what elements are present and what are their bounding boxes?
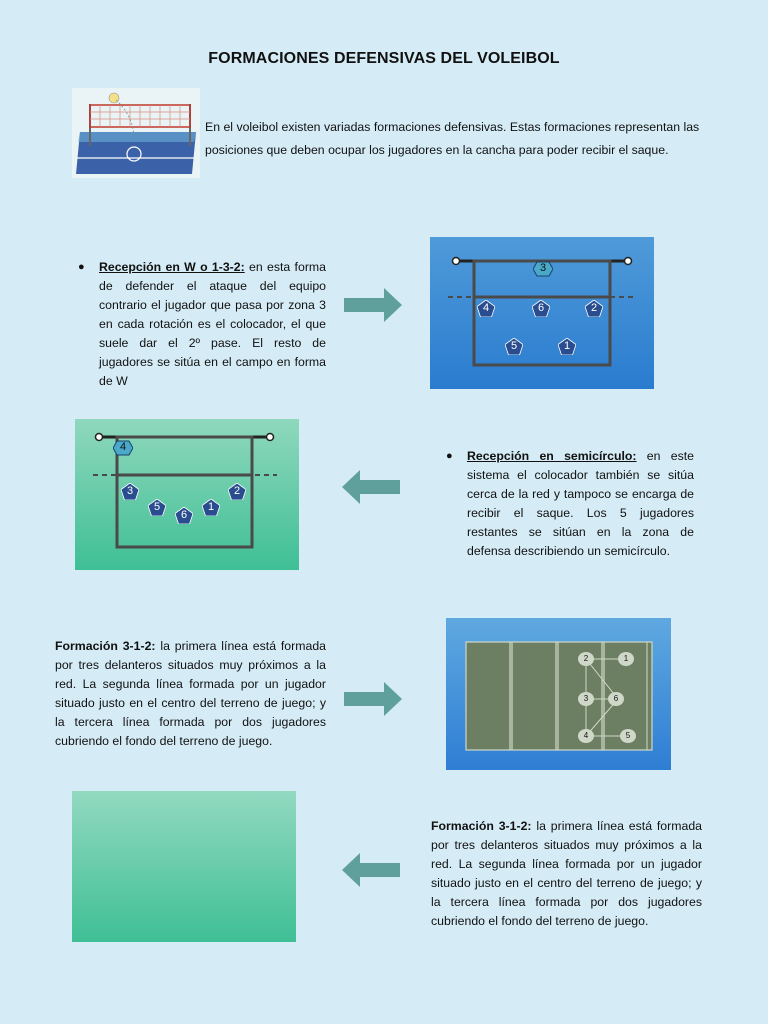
section-312-text <box>55 637 326 751</box>
section-312-repeat-heading: Formación 3-1-2: <box>431 819 532 833</box>
volleyball-court-icon <box>72 88 200 178</box>
diagram-semicircle-formation <box>75 419 299 570</box>
diagram-312-formation <box>446 618 671 770</box>
arrow-right-icon <box>344 288 404 322</box>
page-title: FORMACIONES DEFENSIVAS DEL VOLEIBOL <box>208 50 560 67</box>
section-w-heading: Recepción en W o 1-3-2: <box>99 260 245 274</box>
player-icon: 1 <box>558 338 576 355</box>
player-icon: 4 <box>477 300 495 317</box>
diagram-w-formation <box>430 237 654 389</box>
section-312-heading: Formación 3-1-2: <box>55 639 156 653</box>
bullet-icon: ● <box>446 450 453 462</box>
intro-paragraph: En el voleibol existen variadas formaciones defensivas. Estas formaciones representan las posiciones que deben ocupar los jugadores en la cancha para poder recibir el saque. <box>205 120 700 157</box>
section-312-repeat-body: la primera línea está formada por tres delanteros situados muy próximos a la red. La segunda línea formada por un jugador situado justo en el centro del terreno de juego; y la tercera línea formada por dos jugadores cubriendo el fondo del terreno de juego. <box>431 819 703 928</box>
empty-diagram-placeholder <box>72 791 296 942</box>
section-w-text <box>78 258 326 391</box>
player-icon: 6 <box>175 507 193 524</box>
player-icon: 5 <box>505 338 523 355</box>
player-icon: 5 <box>620 729 636 743</box>
player-icon: 3 <box>578 692 594 706</box>
player-icon: 2 <box>585 300 603 317</box>
section-w-body: en esta forma de defender el ataque del equipo contrario el jugador que pasa por zona 3 en cada rotación es el colocador, el que suele dar el 2º pase. El resto de jugadores se sitúa en el campo en forma de W <box>99 260 326 388</box>
player-icon: 2 <box>578 652 594 666</box>
arrow-left-icon <box>342 470 400 504</box>
player-icon: 1 <box>618 652 634 666</box>
player-icon: 4 <box>578 729 594 743</box>
player-icon: 2 <box>228 483 246 500</box>
bullet-icon: ● <box>78 261 85 273</box>
player-icon: 6 <box>608 692 624 706</box>
setter-player-icon: 4 <box>113 440 133 456</box>
section-semicircle-text <box>446 447 694 561</box>
section-semicircle-body: en este sistema el colocador también se sitúa cerca de la red y tampoco se encarga de recibir el saque. Los 5 jugadores restantes se sitúan en la zona de defensa describiendo un semicírculo. <box>467 449 694 558</box>
section-semicircle-heading: Recepción en semicírculo: <box>467 449 637 463</box>
player-icon: 5 <box>148 499 166 516</box>
arrow-right-icon <box>344 682 404 716</box>
player-icon: 1 <box>202 499 220 516</box>
player-icon: 6 <box>532 300 550 317</box>
arrow-left-icon <box>342 853 400 887</box>
player-icon: 3 <box>121 483 139 500</box>
section-312-body: la primera línea está formada por tres delanteros situados muy próximos a la red. La segunda línea formada por un jugador situado justo en el centro del terreno de juego; y la tercera línea formada por dos jugadores cubriendo el fondo del terreno de juego. <box>55 639 327 748</box>
section-312-repeat-text <box>431 817 702 931</box>
setter-player-icon: 3 <box>533 261 553 277</box>
